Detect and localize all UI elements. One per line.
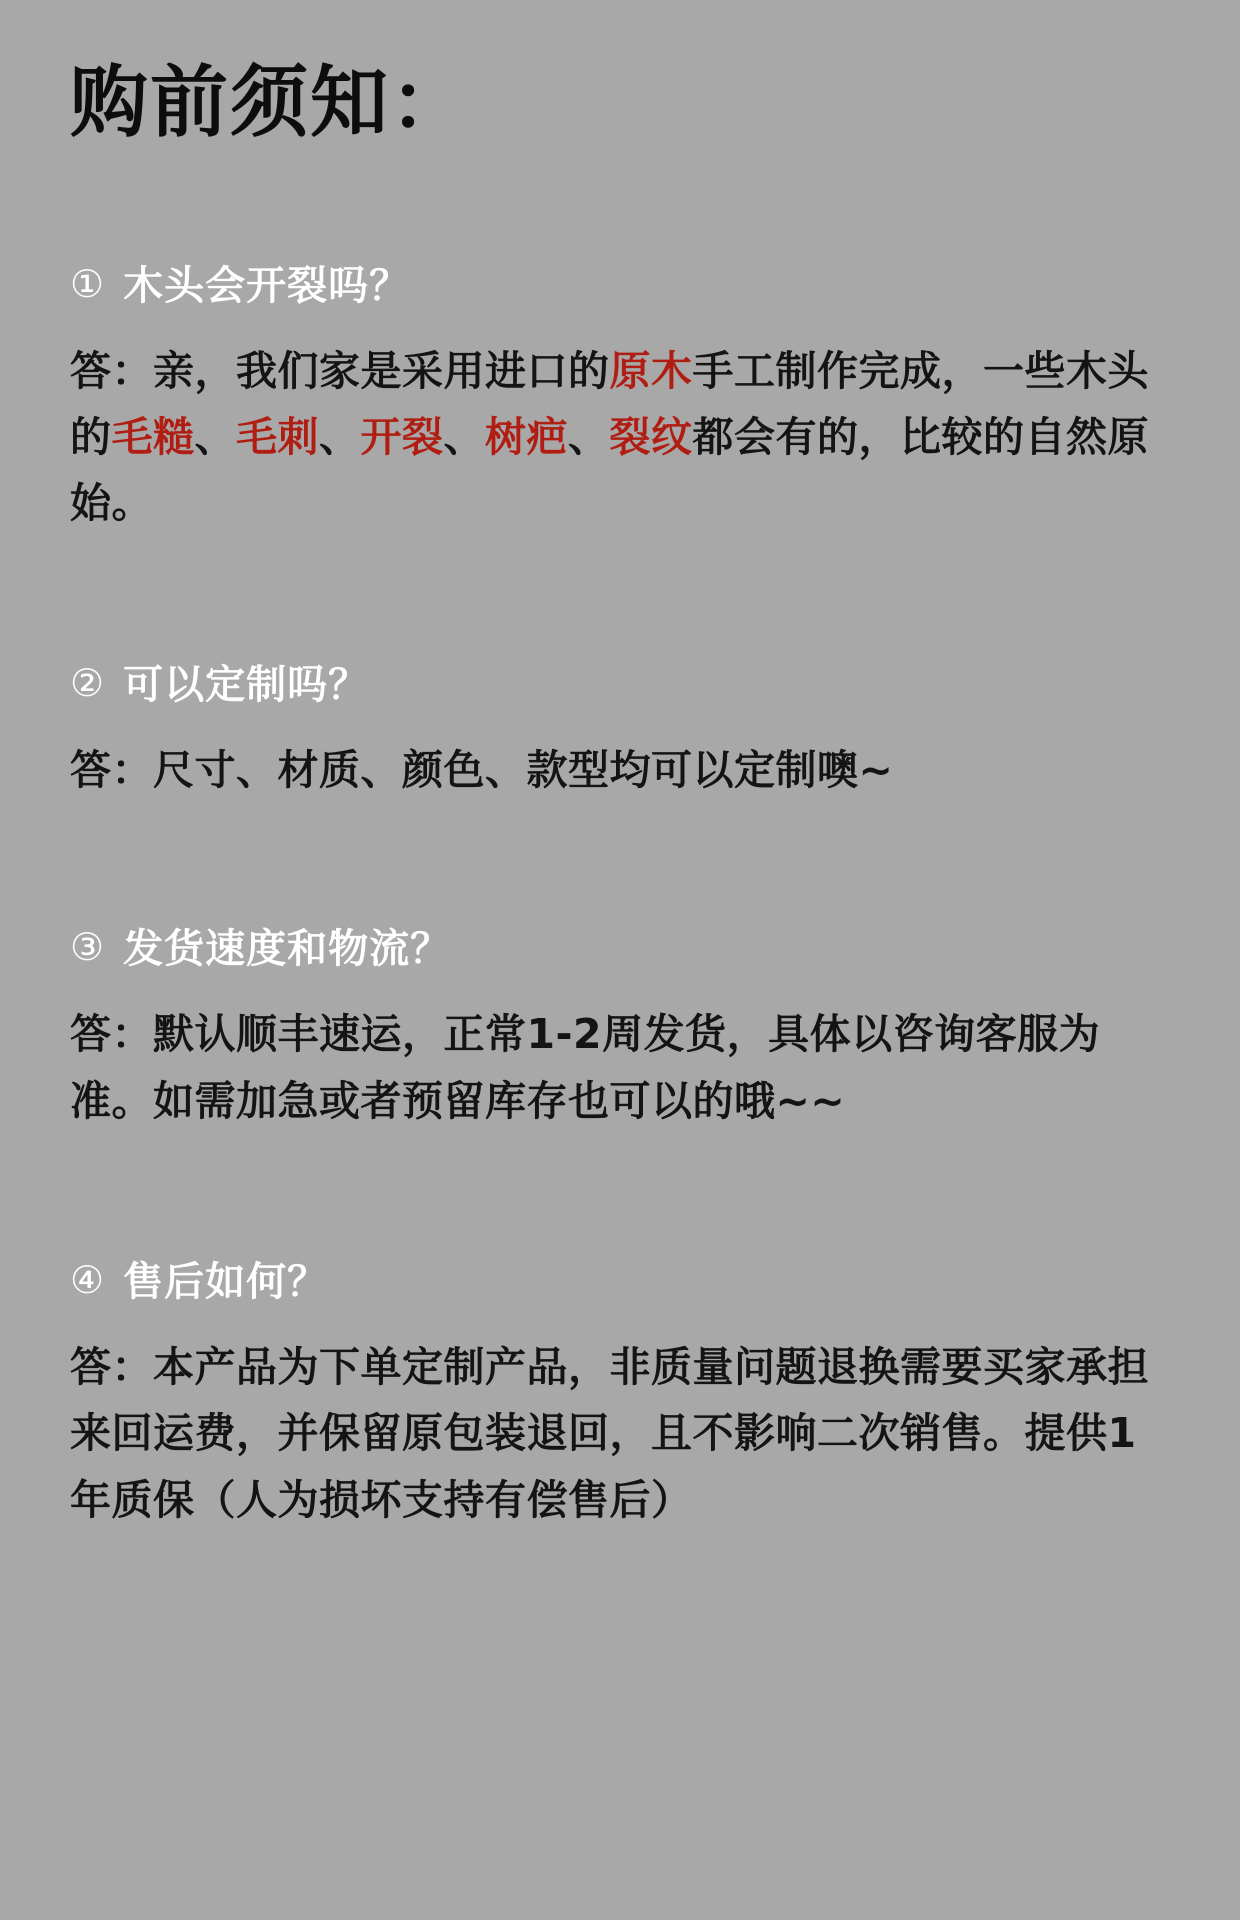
faq-answer-2 (70, 737, 1170, 803)
faq-number-2: ② (70, 660, 106, 705)
answer-text: 答：亲，我们家是采用进口的 (70, 346, 610, 395)
page-title: 购前须知： (70, 58, 471, 148)
highlighted-text: 原木 (609, 346, 693, 395)
highlighted-text: 毛糙 (111, 412, 195, 461)
faq-item-3 (70, 921, 1170, 1134)
faq-question-text-2: 可以定制吗？ (123, 661, 370, 708)
faq-item-4 (70, 1254, 1170, 1533)
answer-text: 手工制作完成，一些木头的 (70, 346, 1149, 461)
answer-text: 、 (319, 412, 361, 461)
faq-answer-4 (70, 1334, 1170, 1533)
answer-text: 答：本产品为下单定制产品，非质量问题退换需要买家承担来回运费，并保留原包装退回，且不影响二次销售。提供1年质保（人为损坏支持有偿售后） (70, 1342, 1149, 1524)
answer-text: 答：默认顺丰速运，正常1-2周发货，具体以咨询客服为准。如需加急或者预留库存也可以的哦~~ (70, 1010, 1101, 1125)
highlighted-text: 树疤 (485, 412, 568, 461)
faq-number-4: ④ (70, 1257, 106, 1302)
faq-answer-3 (70, 1001, 1170, 1134)
answer-text: 答：尺寸、材质、颜色、款型均可以定制噢~ (70, 745, 894, 794)
faq-number-3: ③ (70, 925, 106, 970)
faq-number-1: ① (70, 261, 106, 306)
faq-question-3 (70, 921, 1170, 977)
faq-item-2 (70, 657, 1170, 803)
faq-question-2 (70, 657, 1170, 713)
answer-text: 、 (568, 412, 610, 461)
faq-question-1 (70, 258, 1170, 314)
faq-question-4 (70, 1254, 1170, 1310)
faq-answer-1 (70, 338, 1170, 537)
faq-question-text-1: 木头会开裂吗？ (123, 262, 411, 309)
faq-item-1 (70, 258, 1170, 537)
faq-question-text-4: 售后如何？ (123, 1258, 329, 1305)
answer-text: 都会有的，比较的自然原始。 (70, 412, 1149, 528)
highlighted-text: 毛刺 (236, 412, 319, 461)
answer-text: 、 (194, 412, 236, 461)
answer-text: 、 (443, 412, 485, 461)
highlighted-text: 裂纹 (609, 412, 693, 461)
faq-question-text-3: 发货速度和物流？ (123, 926, 452, 973)
highlighted-text: 开裂 (360, 412, 444, 461)
